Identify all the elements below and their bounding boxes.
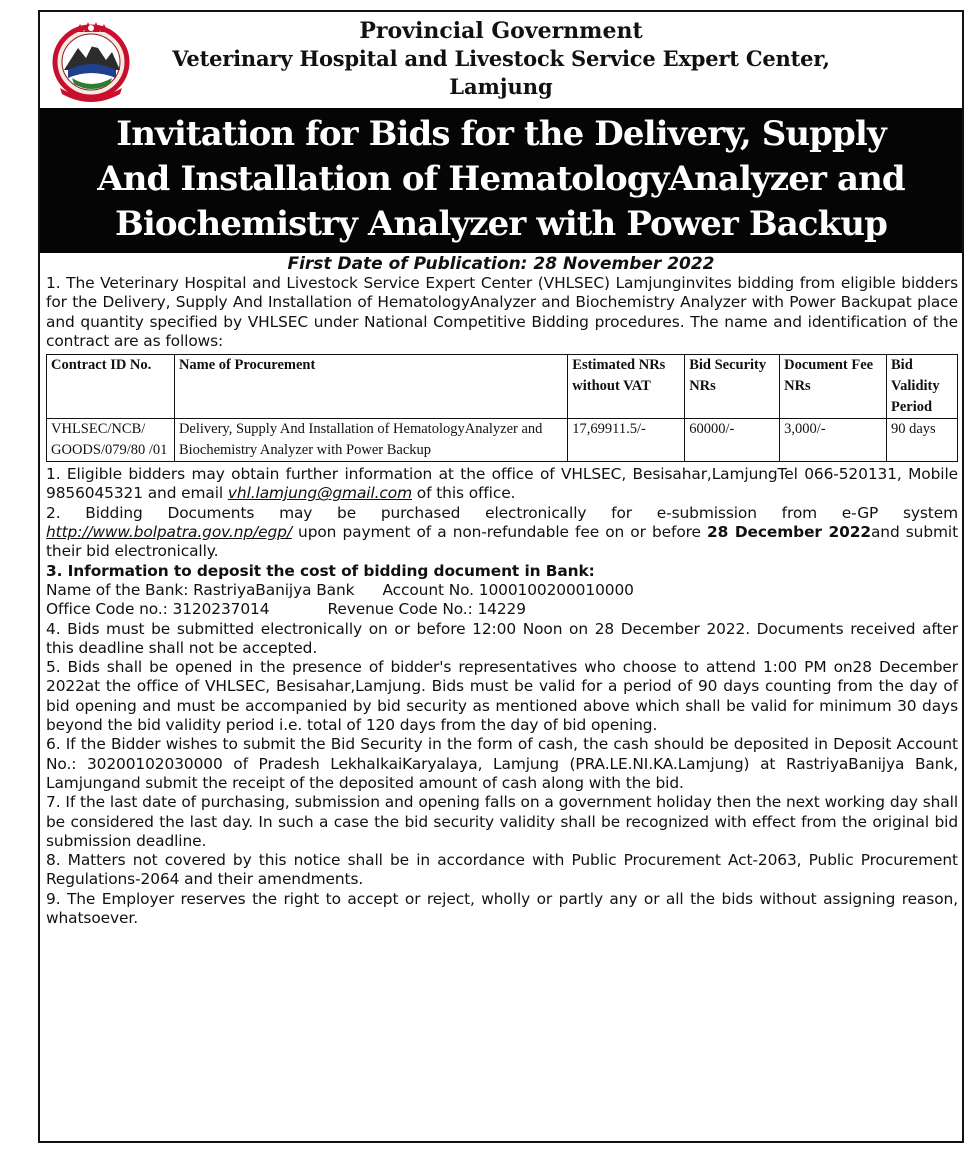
title-banner: [40, 108, 962, 253]
office-code: Office Code no.: 3120237014: [46, 600, 270, 619]
title-line-1: Invitation for Bids for the Delivery, Supply: [116, 114, 886, 154]
egp-link[interactable]: http://www.bolpatra.gov.np/egp/: [46, 523, 292, 542]
item-3-heading: 3. Information to deposit the cost of bidding document in Bank:: [46, 561, 595, 580]
item-1: [46, 465, 958, 504]
account-number: Account No. 1000100200010000: [382, 580, 634, 599]
item-2-text: 2. Bidding Documents may be purchased electronically for e-submission from e-GP system: [46, 503, 958, 522]
header-line-1: Provincial Government: [359, 18, 643, 44]
cell-security: 60000/-: [685, 419, 780, 462]
procurement-table: [46, 354, 958, 462]
table-row: [47, 419, 958, 462]
code-row: [46, 600, 958, 619]
col-security: Bid Security NRs: [685, 355, 780, 419]
col-estimate: Estimated NRs without VAT: [568, 355, 685, 419]
cell-name: Delivery, Supply And Installation of HematologyAnalyzer and Biochemistry Analyzer with Power Backup: [174, 419, 567, 462]
item-8: 8. Matters not covered by this notice shall be in accordance with Public Procurement Act-2063, Public Procurement Regulations-2064 and their amendments.: [46, 851, 958, 889]
title-line-2: And Installation of HematologyAnalyzer and: [97, 159, 905, 199]
item-4: 4. Bids must be submitted electronically on or before 12:00 Noon on 28 December 2022. Documents received after this deadline shall not be accepted.: [46, 619, 958, 657]
notice-body: [40, 274, 962, 351]
bank-name: Name of the Bank: RastriyaBanijya Bank: [46, 580, 355, 599]
col-contract-id: Contract ID No.: [47, 355, 175, 419]
item-9: 9. The Employer reserves the right to accept or reject, wholly or partly any or all the bids without assigning reason, whatsoever.: [46, 889, 958, 928]
cell-validity: 90 days: [887, 419, 958, 462]
item-7: 7. If the last date of purchasing, submission and opening falls on a government holiday then the next working day shall be considered the last day. In such a case the bid security validity shall be recognized with effect from the original bid submission deadline.: [46, 793, 958, 850]
col-fee: Document Fee NRs: [780, 355, 887, 419]
header-line-3: Lamjung: [449, 74, 553, 99]
item-2-date: 28 December 2022: [707, 523, 871, 542]
item-1-tail: of this office.: [416, 484, 516, 503]
revenue-code: Revenue Code No.: 14229: [327, 600, 526, 619]
notice-header: [40, 12, 962, 108]
item-5: 5. Bids shall be opened in the presence of bidder's representatives who choose to attend 1:00 PM on28 December 2022at the office of VHLSEC, Besisahar,Lamjung. Bids must be valid for a period of 90 days counting from the day of bid opening and must be accompanied by bid security as mentioned above which shall be valid for minimum 30 days beyond the bid validity period i.e. total of 120 days from the day of bid opening.: [46, 658, 958, 735]
item-6: 6. If the Bidder wishes to submit the Bid Security in the form of cash, the cash should be deposited in Deposit Account No.: 30200102030000 of Pradesh LekhaIkaiKaryalaya, Lamjung (PRA.LE.NI.KA.Lamjung) at RastriyaBanijya Bank, Lamjungand submit the receipt of the deposited amount of cash along with the bid.: [46, 735, 958, 792]
col-name: Name of Procurement: [174, 355, 567, 419]
cell-estimate: 17,69911.5/-: [568, 419, 685, 462]
col-validity: Bid Validity Period: [887, 355, 958, 419]
intro-paragraph: 1. The Veterinary Hospital and Livestock Service Expert Center (VHLSEC) Lamjunginvites bidding from eligible bidders for the Delivery, Supply And Installation of HematologyAnalyzer and Biochemistry Analyzer with Power Backupat place and quantity specified by VHLSEC under National Competitive Bidding procedures. The name and identification of the contract are as follows:: [46, 274, 958, 350]
bank-row: [46, 581, 958, 600]
table-header-row: [47, 355, 958, 419]
item-2-mid: upon payment of a non-refundable fee on or before: [298, 523, 701, 542]
cell-contract-id: VHLSEC/NCB/ GOODS/079/80 /01: [47, 419, 175, 462]
publication-date: First Date of Publication: 28 November 2022: [287, 254, 715, 274]
item-2: [46, 504, 958, 562]
title-line-3: Biochemistry Analyzer with Power Backup: [115, 204, 887, 244]
item-1-text: 1. Eligible bidders may obtain further information at the office of VHLSEC, Besisahar,LamjungTel 066-520131, Mobile 9856045321 and email: [46, 465, 958, 503]
email-link[interactable]: vhl.lamjung@gmail.com: [227, 484, 412, 503]
cell-fee: 3,000/-: [780, 419, 887, 462]
item-2-tail: and submit their bid electronically.: [46, 523, 959, 561]
notice-frame: [38, 10, 964, 1143]
header-line-2: Veterinary Hospital and Livestock Service Expert Center,: [172, 46, 830, 71]
notice-items: [40, 465, 962, 928]
